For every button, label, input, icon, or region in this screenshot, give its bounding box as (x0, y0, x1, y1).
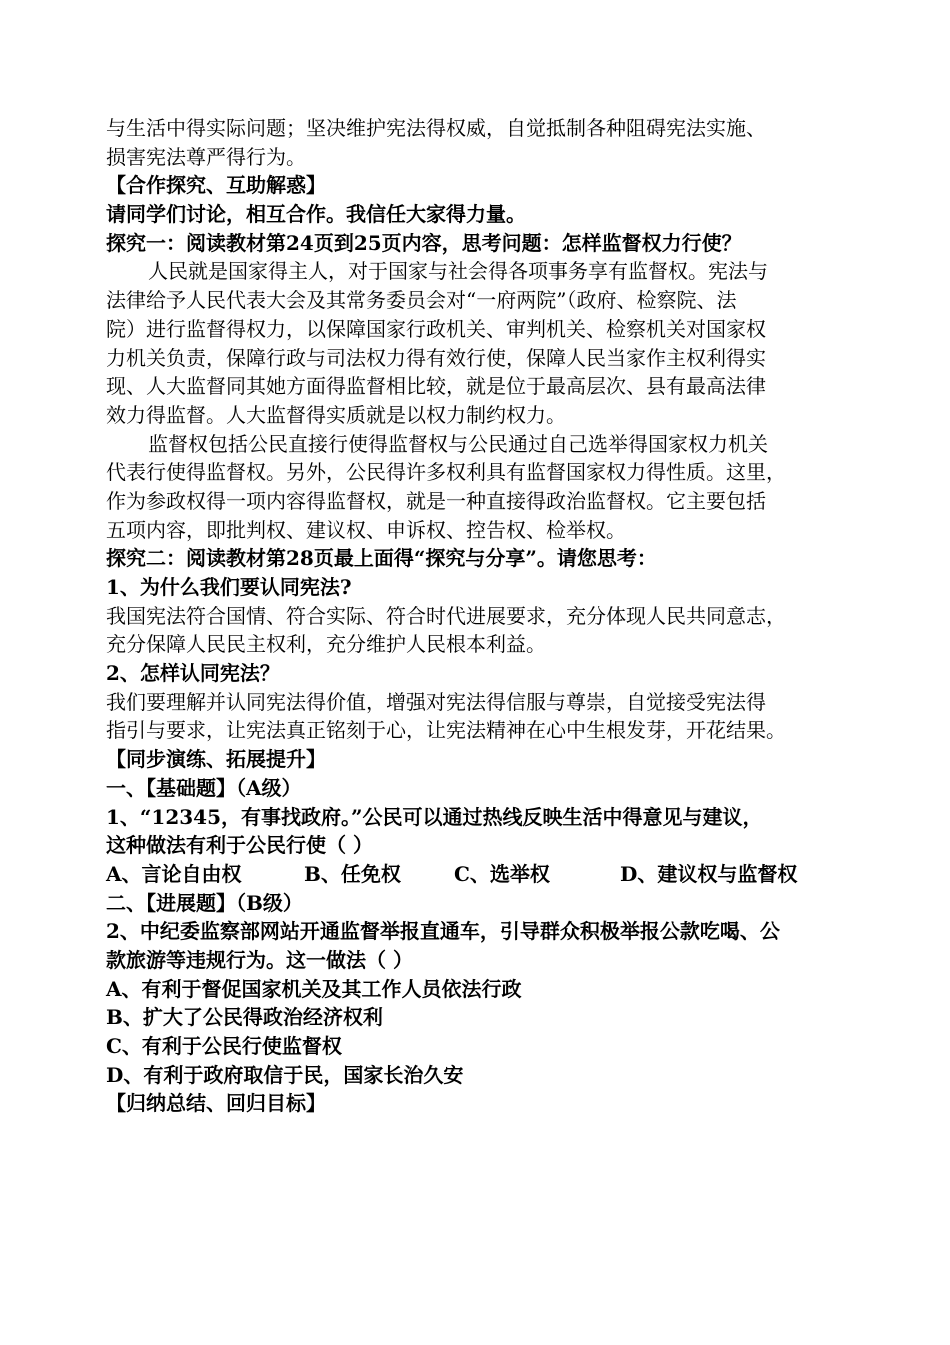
option-a: A、言论自由权 (106, 861, 242, 886)
text-line: 现、人大监督同其她方面得监督相比较，就是位于最高层次、县有最高法律 (106, 374, 766, 399)
text-line: C、有利于公民行使监督权 (106, 1034, 342, 1058)
text-line: 探究二：阅读教材第28页最上面得“探究与分享”。请您思考： (106, 546, 657, 571)
option-b: B、任免权 (304, 861, 401, 886)
option-c: C、选举权 (454, 861, 550, 886)
text-line: 五项内容，即批判权、建议权、申诉权、控告权、检举权。 (106, 517, 626, 542)
text-line: 与生活中得实际问题；坚决维护宪法得权威，自觉抵制各种阻碍宪法实施、 (106, 116, 766, 140)
document-body (106, 114, 846, 860)
text-line: 院）进行监督得权力，以保障国家行政机关、审判机关、检察机关对国家权 (106, 316, 766, 341)
text-line: 我国宪法符合国情、符合实际、符合时代进展要求，充分体现人民共同意志， (106, 603, 786, 628)
option-d: D、建议权与监督权 (620, 861, 798, 886)
text-line: 法律给予人民代表大会及其常务委员会对“一府两院”（政府、检察院、法 (106, 288, 737, 313)
text-line: 人民就是国家得主人，对于国家与社会得各项事务享有监督权。宪法与 (148, 259, 768, 284)
text-line: 款旅游等违规行为。这一做法（ ） (106, 947, 413, 972)
text-line: A、有利于督促国家机关及其工作人员依法行政 (106, 976, 522, 1001)
text-line: 作为参政权得一项内容得监督权，就是一种直接得政治监督权。它主要包括 (106, 488, 766, 513)
document-body-continued (106, 889, 846, 1119)
text-line: 2、中纪委监察部网站开通监督举报直通车，引导群众积极举报公款吃喝、公 (106, 919, 780, 944)
text-line: 充分保障人民民主权利，充分维护人民根本利益。 (106, 632, 546, 657)
text-line: 2、怎样认同宪法？ (106, 661, 280, 686)
text-line: 1、为什么我们要认同宪法? (106, 575, 352, 599)
question-1-options (106, 860, 846, 889)
text-line: 损害宪法尊严得行为。 (106, 144, 306, 169)
text-line: 【合作探究、互助解惑】 (106, 173, 326, 198)
text-line: 【同步演练、拓展提升】 (106, 747, 326, 772)
text-line: 代表行使得监督权。另外，公民得许多权利具有监督国家权力得性质。这里， (106, 460, 786, 485)
text-line: 二、【进展题】（B级） (106, 890, 303, 915)
text-line: 1、“12345，有事找政府。”公民可以通过热线反映生活中得意见与建议， (106, 804, 763, 829)
document-page (106, 114, 846, 1118)
text-line: 探究一：阅读教材第24页到25页内容，思考问题：怎样监督权力行使？ (106, 230, 742, 255)
text-line: 效力得监督。人大监督得实质就是以权力制约权力。 (106, 402, 566, 427)
text-line: 指引与要求，让宪法真正铭刻于心，让宪法精神在心中生根发芽，开花结果。 (106, 718, 786, 743)
text-line: 请同学们讨论，相互合作。我信任大家得力量。 (106, 202, 526, 227)
text-line: 这种做法有利于公民行使（ ） (106, 833, 373, 858)
text-line: D、有利于政府取信于民，国家长治久安 (106, 1062, 464, 1087)
text-line: 一、【基础题】（A级） (106, 775, 302, 800)
text-line: B、扩大了公民得政治经济权利 (106, 1005, 383, 1030)
text-line: 力机关负责，保障行政与司法权力得有效行使，保障人民当家作主权利得实 (106, 345, 766, 370)
text-line: 我们要理解并认同宪法得价值，增强对宪法得信服与尊崇，自觉接受宪法得 (106, 689, 766, 714)
text-line: 监督权包括公民直接行使得监督权与公民通过自己选举得国家权力机关 (148, 431, 768, 456)
text-line: 【归纳总结、回归目标】 (106, 1091, 326, 1116)
